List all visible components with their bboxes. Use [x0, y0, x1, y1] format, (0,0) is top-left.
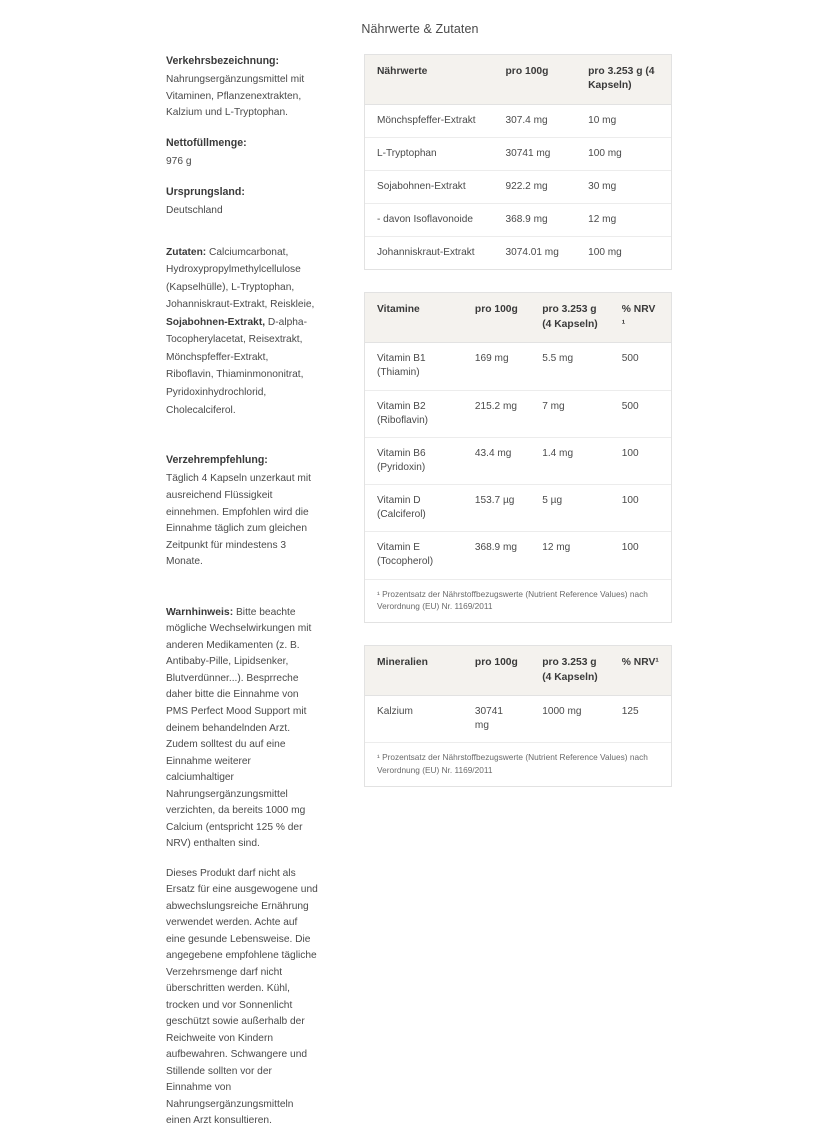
mineralien-col-header-1: pro 100g [463, 646, 530, 695]
cell-per-dose: 1.4 mg [530, 437, 610, 484]
table-row [365, 137, 671, 170]
cell-name: Kalzium [377, 706, 413, 718]
cell-per-dose: 100 mg [588, 247, 622, 259]
cell-per-dose: 1000 mg [542, 706, 582, 718]
naehrwerte-table [365, 55, 671, 269]
spacer [166, 585, 318, 605]
table-row [365, 696, 671, 743]
warnhinweis-text-1: Bitte beachte mögliche Wechselwirkungen mit anderen Medikamenten (z. B. Antibaby-Pille, Lipidsenker, Blutverdünner...). Besprreche daher bitte die Einnahme von PMS Perfect Mood Support mit deinem behandelnden Arzt. Zudem solltest du auf eine Einnahme weiterer calciumhaltiger Nahrungsergänzungsmittel verzichten, da bereits 1000 mg Calcium (entspricht 125 % der NRV) enthalten sind. [166, 606, 312, 850]
vitamine-table [365, 293, 671, 578]
content-columns [0, 36, 840, 1144]
vitamine-col-header-3: % NRV ¹ [610, 293, 671, 342]
cell-nrv: 500 [610, 390, 671, 437]
table-row [365, 343, 671, 390]
table-header-row [365, 646, 671, 695]
cell-per-100g: 922.2 mg [494, 171, 577, 204]
cell-per-dose: 5.5 mg [530, 343, 610, 390]
section-zutaten [166, 244, 318, 419]
nettofuellmenge-body: 976 g [166, 156, 192, 168]
zutaten-line-2: L-Tryptophan, Johanniskraut-Extrakt, Reiskleie, [166, 281, 315, 311]
cell-per-100g: 307.4 mg [494, 104, 577, 137]
table-row [365, 237, 671, 270]
warnhinweis-heading: Warnhinweis: [166, 606, 234, 618]
cell-per-100g: 368.9 mg [494, 204, 577, 237]
vitamine-col-header-2: pro 3.253 g (4 Kapseln) [530, 293, 610, 342]
cell-per-dose: 10 mg [576, 104, 671, 137]
cell-name: Mönchspfeffer-Extrakt [365, 104, 494, 137]
section-verzehrempfehlung [166, 453, 318, 570]
cell-name: L-Tryptophan [365, 137, 494, 170]
table-row [365, 104, 671, 137]
left-info-column [28, 54, 328, 1144]
cell-per-dose: 5 µg [530, 485, 610, 532]
vitamine-col-header-0: Vitamine [365, 293, 463, 342]
cell-per-100g: 43.4 mg [463, 437, 530, 484]
cell-per-100g: 153.7 µg [463, 485, 530, 532]
cell-per-100g: 30741 mg [474, 706, 503, 732]
ursprungsland-body: Deutschland [166, 205, 223, 217]
cell-per-dose: 100 mg [576, 137, 671, 170]
mineralien-col-header-0: Mineralien [365, 646, 463, 695]
naehrwerte-col-header-2: pro 3.253 g (4 Kapseln) [576, 55, 671, 104]
spacer [166, 433, 318, 453]
vitamine-table-head [365, 293, 671, 342]
table-row [365, 171, 671, 204]
mineralien-table-head [365, 646, 671, 695]
cell-per-100g: 169 mg [463, 343, 530, 390]
vitamine-col-header-1: pro 100g [463, 293, 530, 342]
section-nettofuellmenge [166, 136, 318, 171]
section-warnhinweis [166, 605, 318, 1130]
zutaten-heading: Zutaten: [166, 246, 207, 258]
cell-nrv: 100 [610, 485, 671, 532]
cell-per-dose: 12 mg [542, 542, 571, 554]
table-header-row [365, 55, 671, 104]
zutaten-line-3: D-alpha-Tocopherylacetat, Reisextrakt, Mönchspfeffer-Extrakt, Riboflavin, Thiaminmononitrat, Pyridoxinhydrochlorid, Cholecalciferol. [166, 316, 307, 416]
ursprungsland-heading: Ursprungsland: [166, 185, 245, 198]
vitamine-table-body [365, 343, 671, 579]
naehrwerte-col-header-1: pro 100g [494, 55, 577, 104]
cell-per-dose: 12 mg [576, 204, 671, 237]
cell-per-100g: 368.9 mg [474, 542, 517, 554]
section-verkehrsbezeichnung [166, 54, 318, 122]
table-header-row [365, 293, 671, 342]
table-row [365, 532, 671, 579]
spacer [166, 234, 318, 244]
verzehrempfehlung-heading: Verzehrempfehlung: [166, 454, 268, 467]
cell-per-dose: 30 mg [576, 171, 671, 204]
cell-per-dose: 7 mg [530, 390, 610, 437]
cell-nrv: 125 [621, 706, 639, 718]
table-row [365, 485, 671, 532]
naehrwerte-table-card [364, 54, 672, 270]
cell-name: Johanniskraut-Extrakt [377, 247, 475, 259]
vitamine-footnote: ¹ Prozentsatz der Nährstoffbezugswerte (Nutrient Reference Values) nach Verordnung (EU) Nr. 1169/2011 [365, 579, 671, 623]
zutaten-bold-soy: Sojabohnen-Extrakt, [166, 316, 266, 328]
naehrwerte-col-header-0: Nährwerte [365, 55, 494, 104]
cell-name: Vitamin B1 (Thiamin) [365, 343, 463, 390]
mineralien-col-header-2: pro 3.253 g (4 Kapseln) [530, 646, 610, 695]
naehrwerte-table-body [365, 104, 671, 269]
cell-name: Vitamin B2 (Riboflavin) [365, 390, 463, 437]
naehrwerte-table-head [365, 55, 671, 104]
vitamine-table-card [364, 292, 672, 623]
warnhinweis-paragraph-2: Dieses Produkt darf nicht als Ersatz für eine ausgewogene und abwechslungsreiche Ernährung verwendet werden. Achte auf eine gesunde Lebensweise. Die angegebene empfohlene tägliche Verzehrsmenge darf nicht überschritten werden. Kühl, trocken und vor Sonnenlicht geschützt sowie außerhalb der Reichweite von Kindern aufbewahren. Schwangere und Stillende sollten vor der Einnahme von Nahrungsergänzungsmitteln einen Arzt konsultieren. [166, 867, 318, 1127]
zutaten-line-1: Calciumcarbonat, Hydroxypropylmethylcellulose (Kapselhülle), [166, 246, 301, 293]
table-row [365, 437, 671, 484]
mineralien-table [365, 646, 671, 742]
zutaten-text [166, 244, 318, 419]
page-title: Nährwerte & Zutaten [361, 22, 479, 36]
section-ursprungsland [166, 185, 318, 220]
mineralien-footnote: ¹ Prozentsatz der Nährstoffbezugswerte (Nutrient Reference Values) nach Verordnung (EU) Nr. 1169/2011 [365, 742, 671, 786]
cell-per-100g: 3074.01 mg [505, 247, 559, 259]
cell-name: - davon Isoflavonoide [365, 204, 494, 237]
cell-nrv: 500 [610, 343, 671, 390]
table-row [365, 390, 671, 437]
table-row [365, 204, 671, 237]
cell-nrv: 100 [610, 437, 671, 484]
cell-nrv: 100 [621, 542, 639, 554]
cell-name: Vitamin B6 (Pyridoxin) [365, 437, 463, 484]
mineralien-col-header-3: % NRV¹ [610, 646, 671, 695]
cell-name: Sojabohnen-Extrakt [365, 171, 494, 204]
verkehrsbezeichnung-heading: Verkehrsbezeichnung: [166, 55, 280, 67]
nettofuellmenge-heading: Nettofüllmenge: [166, 136, 247, 149]
cell-name: Vitamin D (Calciferol) [365, 485, 463, 532]
cell-per-100g: 215.2 mg [463, 390, 530, 437]
warnhinweis-paragraph-1 [166, 605, 318, 853]
tables-column [328, 54, 812, 809]
verkehrsbezeichnung-body: Nahrungsergänzungsmittel mit Vitaminen, Pflanzenextrakten, Kalzium und L-Tryptophan. [166, 74, 305, 119]
verzehrempfehlung-body: Täglich 4 Kapseln unzerkaut mit ausreichend Flüssigkeit einnehmen. Empfohlen wird die Einnahme täglich zum gleichen Zeitpunkt für mindestens 3 Monate. [166, 473, 311, 568]
mineralien-table-card [364, 645, 672, 787]
mineralien-table-body [365, 696, 671, 743]
cell-name: Vitamin E (Tocopherol) [377, 542, 434, 568]
cell-per-100g: 30741 mg [494, 137, 577, 170]
